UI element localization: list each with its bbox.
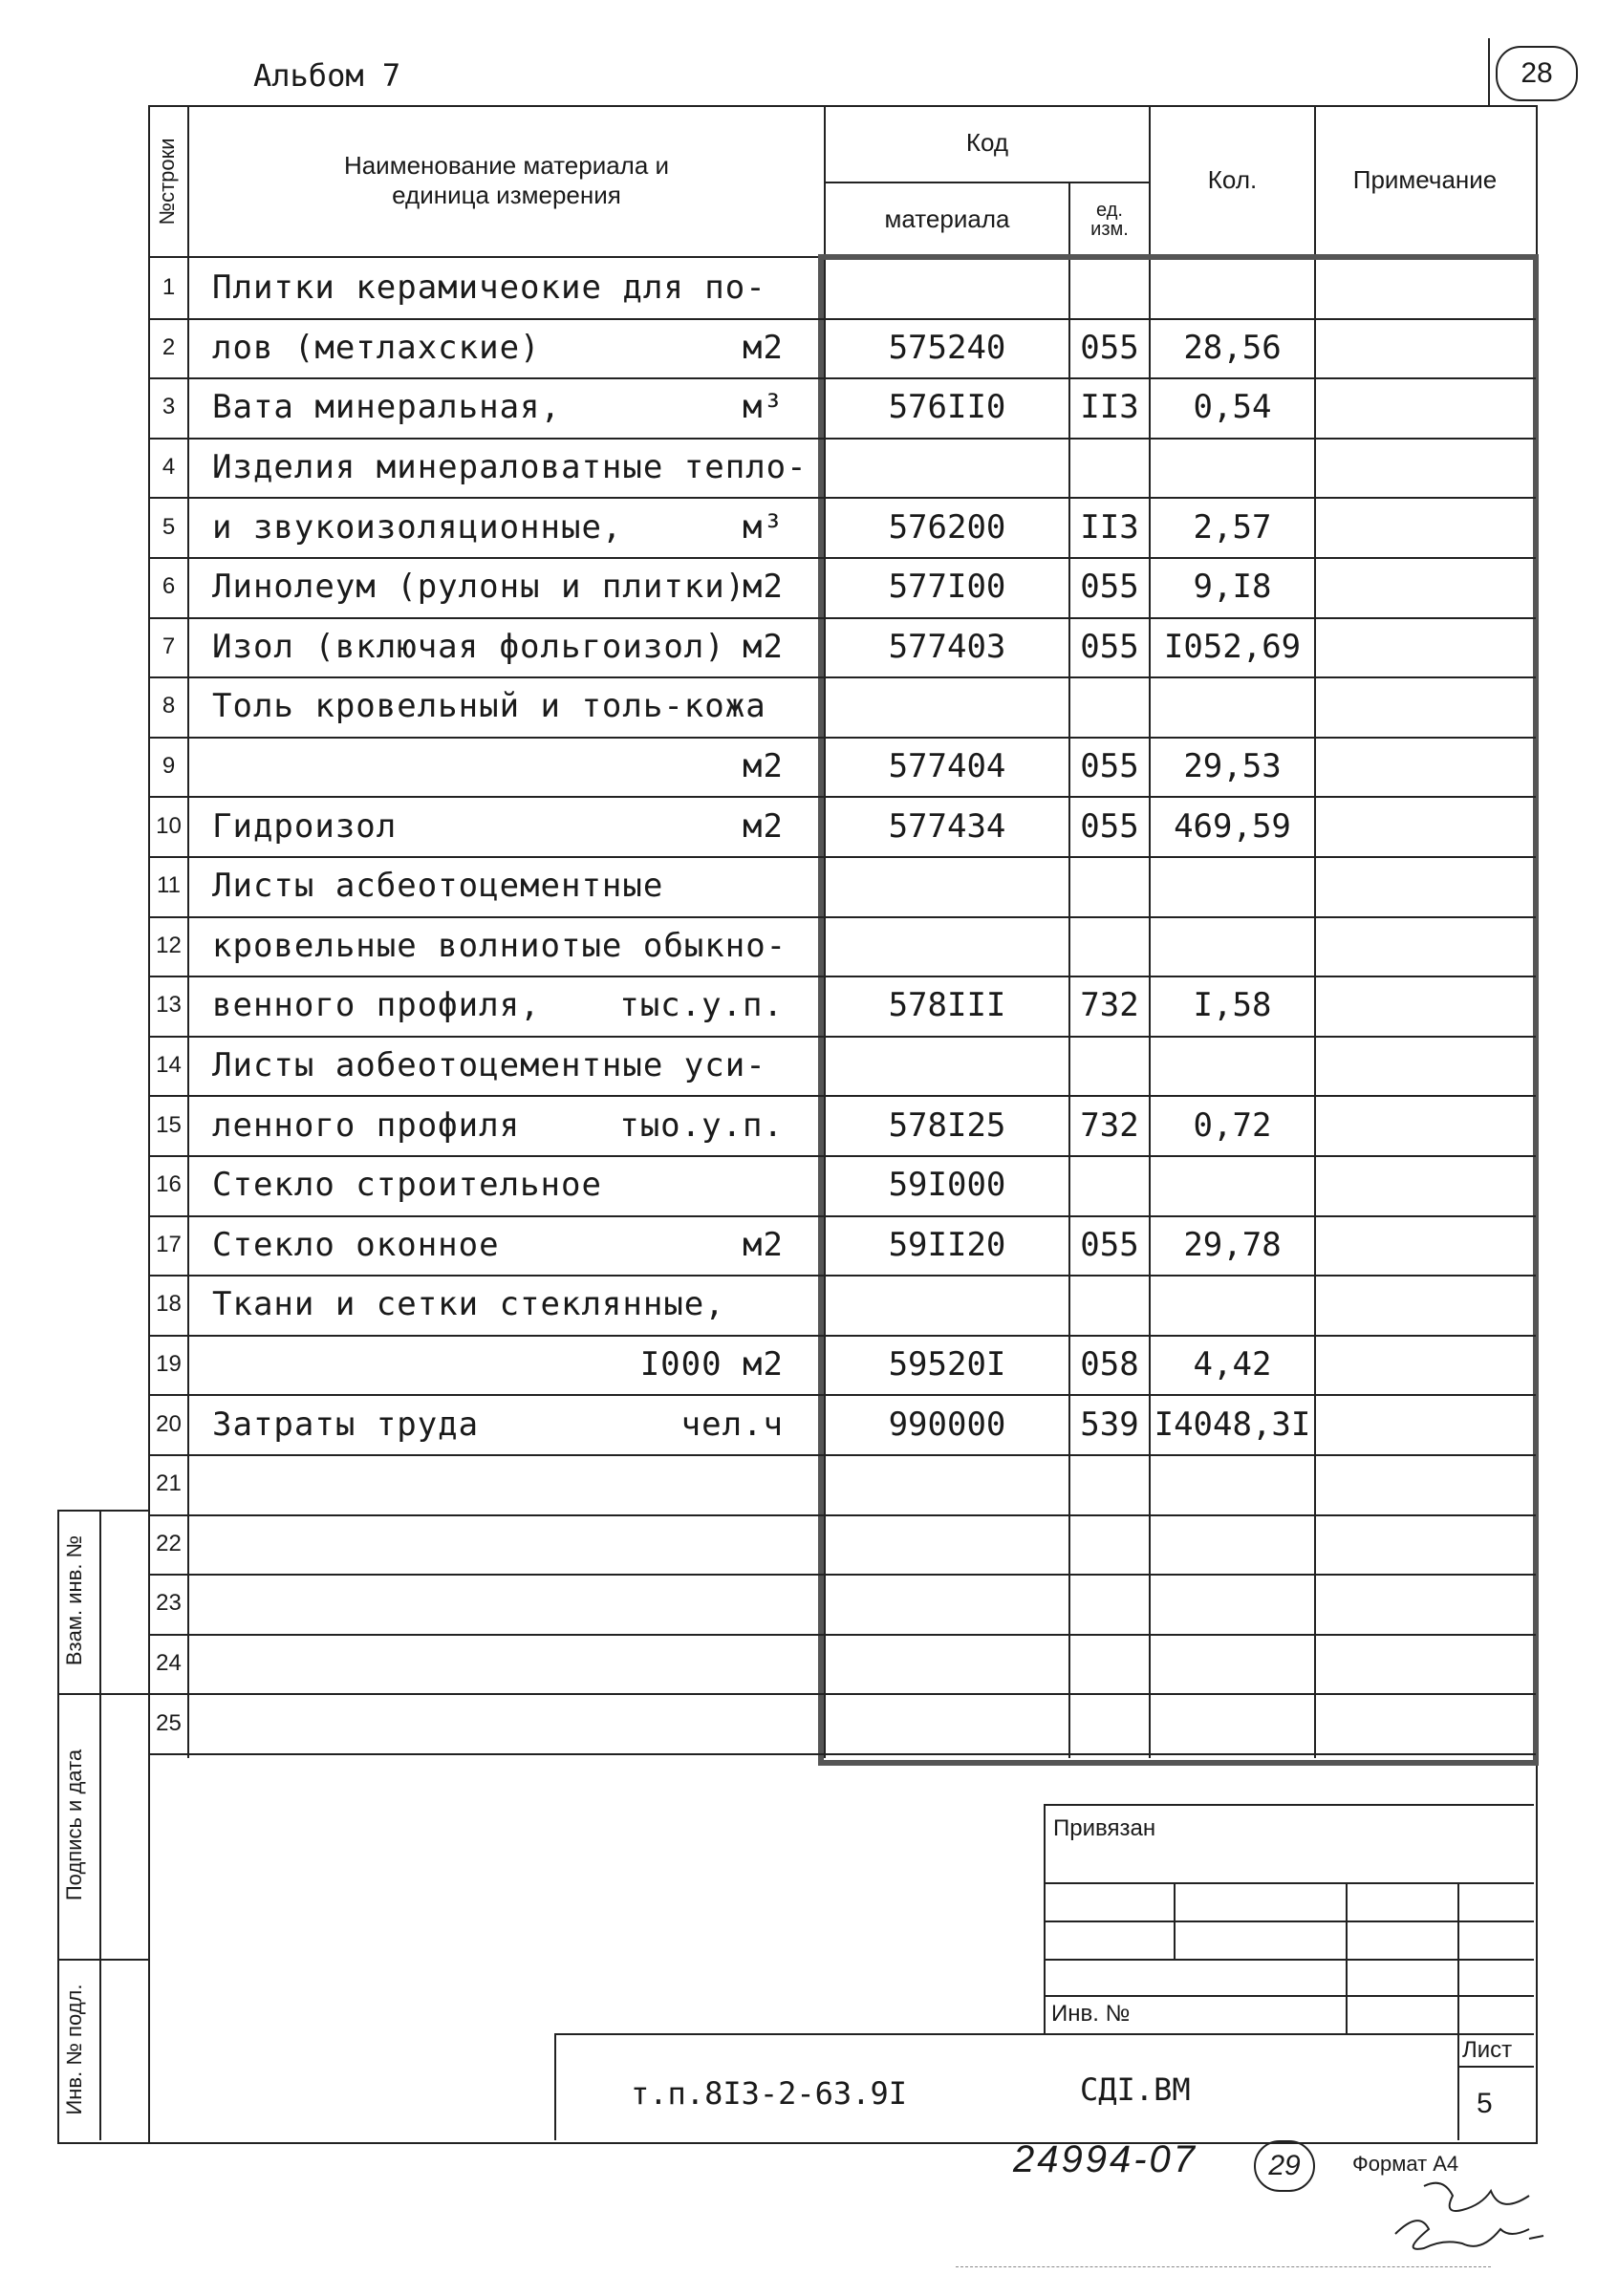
row-number: 9 bbox=[162, 753, 176, 780]
row-unit bbox=[602, 676, 784, 737]
row-number: 5 bbox=[162, 513, 176, 540]
row-name: лов (метлахские) bbox=[212, 328, 541, 367]
row-qty: I,58 bbox=[1193, 986, 1272, 1025]
row-qty bbox=[1151, 1514, 1314, 1575]
row-name: Листы аобеотоцементные уси- bbox=[212, 1046, 766, 1085]
row-number: 19 bbox=[156, 1351, 182, 1378]
row-qty bbox=[1151, 1454, 1314, 1514]
row-unit-code bbox=[1070, 1275, 1149, 1335]
circle-number: 29 bbox=[1254, 2140, 1315, 2192]
row-name: Стекло оконное bbox=[212, 1225, 500, 1264]
row-unit-code: 055 bbox=[1080, 806, 1139, 846]
row-unit bbox=[602, 1275, 784, 1335]
row-material-code bbox=[826, 1454, 1068, 1514]
row-number: 24 bbox=[156, 1650, 182, 1677]
header-material: материала bbox=[884, 204, 1010, 234]
doc-code: т.п.8I3-2-63.9I bbox=[631, 2075, 907, 2112]
row-unit-code bbox=[1070, 1036, 1149, 1096]
row-unit-code bbox=[1070, 856, 1149, 916]
row-unit-code: 055 bbox=[1080, 328, 1139, 367]
row-qty bbox=[1151, 1634, 1314, 1694]
header-code: Код bbox=[965, 128, 1009, 158]
row-qty: 2,57 bbox=[1193, 507, 1272, 547]
row-unit-code: 732 bbox=[1080, 1105, 1139, 1145]
row-material-code bbox=[826, 258, 1068, 318]
row-unit-code: 732 bbox=[1080, 986, 1139, 1025]
row-material-code: 577I00 bbox=[888, 568, 1006, 607]
row-number: 16 bbox=[156, 1171, 182, 1198]
row-unit bbox=[602, 856, 784, 916]
row-number: 17 bbox=[156, 1231, 182, 1257]
privyazan-label: Привязан bbox=[1053, 1815, 1156, 1841]
row-qty bbox=[1151, 916, 1314, 976]
row-qty bbox=[1151, 676, 1314, 737]
row-qty: 0,54 bbox=[1193, 388, 1272, 427]
row-qty: I052,69 bbox=[1163, 627, 1302, 666]
row-number: 10 bbox=[156, 812, 182, 839]
row-name: венного профиля, bbox=[212, 986, 541, 1025]
row-number: 8 bbox=[162, 693, 176, 719]
row-name: кровельные волниотые обыкно- bbox=[212, 926, 787, 965]
row-material-code: 577403 bbox=[888, 627, 1006, 666]
row-qty bbox=[1151, 1693, 1314, 1753]
row-unit bbox=[602, 438, 784, 498]
row-number: 4 bbox=[162, 454, 176, 481]
row-qty bbox=[1151, 1275, 1314, 1335]
row-qty: 0,72 bbox=[1193, 1105, 1272, 1145]
row-unit-code: 055 bbox=[1080, 747, 1139, 786]
row-unit: тыс.у.п. bbox=[619, 986, 784, 1025]
row-material-code: 59II20 bbox=[888, 1225, 1006, 1264]
row-name: ленного профиля bbox=[212, 1105, 521, 1145]
row-material-code: 576200 bbox=[888, 507, 1006, 547]
row-unit-code bbox=[1070, 1155, 1149, 1215]
row-qty bbox=[1151, 1574, 1314, 1634]
row-unit bbox=[602, 1634, 784, 1694]
row-qty: 9,I8 bbox=[1193, 568, 1272, 607]
row-number: 3 bbox=[162, 394, 176, 420]
row-number: 21 bbox=[156, 1470, 182, 1497]
row-qty bbox=[1151, 438, 1314, 498]
row-unit: м³ bbox=[743, 388, 784, 427]
inv-no-label: Инв. № bbox=[1051, 2001, 1131, 2027]
row-name: Толь кровельный и толь-кожа bbox=[212, 687, 766, 726]
row-unit-code: 055 bbox=[1080, 1225, 1139, 1264]
row-unit-code: 058 bbox=[1080, 1345, 1139, 1384]
row-number: 13 bbox=[156, 992, 182, 1019]
row-number: 7 bbox=[162, 633, 176, 659]
row-material-code: 577404 bbox=[888, 747, 1006, 786]
row-qty: 29,53 bbox=[1183, 747, 1282, 786]
row-material-code bbox=[826, 916, 1068, 976]
row-unit-code: 055 bbox=[1080, 627, 1139, 666]
row-qty bbox=[1151, 1036, 1314, 1096]
row-number: 15 bbox=[156, 1111, 182, 1138]
row-qty: 469,59 bbox=[1174, 806, 1291, 846]
row-unit-code bbox=[1070, 916, 1149, 976]
row-unit-code: 539 bbox=[1080, 1405, 1139, 1444]
row-material-code: 575240 bbox=[888, 328, 1006, 367]
side-podpis: Подпись и дата bbox=[62, 1749, 86, 1901]
header-name: Наименование материала и единица измерения bbox=[343, 150, 670, 209]
row-unit-code bbox=[1070, 1514, 1149, 1575]
row-number: 18 bbox=[156, 1291, 182, 1318]
row-divider bbox=[148, 1753, 1536, 1755]
row-name: и звукоизоляционные, bbox=[212, 507, 623, 547]
row-number: 1 bbox=[162, 274, 176, 301]
row-unit: м2 bbox=[743, 328, 784, 367]
row-unit-code: II3 bbox=[1080, 388, 1139, 427]
row-number: 25 bbox=[156, 1709, 182, 1736]
row-name: Плитки керамичеокие для по- bbox=[212, 268, 766, 308]
archive-number: 24994-07 bbox=[1013, 2138, 1198, 2180]
row-name: Ткани и сетки стеклянные, bbox=[212, 1285, 725, 1324]
row-number: 22 bbox=[156, 1530, 182, 1556]
row-number: 20 bbox=[156, 1410, 182, 1437]
row-number: 2 bbox=[162, 333, 176, 360]
header-note: Примечание bbox=[1352, 165, 1498, 195]
side-vzam: Взам. инв. № bbox=[62, 1534, 86, 1666]
row-material-code: 576II0 bbox=[888, 388, 1006, 427]
row-unit: м2 bbox=[743, 627, 784, 666]
row-qty: 28,56 bbox=[1183, 328, 1282, 367]
row-material-code bbox=[826, 676, 1068, 737]
row-number: 6 bbox=[162, 573, 176, 600]
row-unit: м2 bbox=[743, 806, 784, 846]
header-unit-code: ед. изм. bbox=[1090, 200, 1129, 240]
side-inv: Инв. № подл. bbox=[62, 1984, 86, 2115]
row-qty bbox=[1151, 856, 1314, 916]
row-qty: 29,78 bbox=[1183, 1225, 1282, 1264]
row-number: 11 bbox=[157, 872, 181, 899]
row-unit-code bbox=[1070, 258, 1149, 318]
row-unit-code bbox=[1070, 1574, 1149, 1634]
row-qty bbox=[1151, 258, 1314, 318]
list-number: 5 bbox=[1477, 2088, 1493, 2119]
header-qty: Кол. bbox=[1207, 165, 1258, 195]
row-unit: I000 м2 bbox=[639, 1345, 784, 1384]
signature-icon bbox=[1386, 2167, 1558, 2277]
row-material-code: 59I000 bbox=[888, 1166, 1006, 1205]
row-number: 14 bbox=[156, 1052, 182, 1079]
header-row-no: №строки bbox=[155, 138, 179, 225]
row-material-code: 578I25 bbox=[888, 1105, 1006, 1145]
row-unit-code bbox=[1070, 676, 1149, 737]
row-unit bbox=[602, 916, 784, 976]
row-unit: м2 bbox=[743, 1225, 784, 1264]
row-material-code bbox=[826, 1036, 1068, 1096]
row-qty: 4,42 bbox=[1193, 1345, 1272, 1384]
row-unit bbox=[602, 1574, 784, 1634]
row-unit bbox=[602, 1514, 784, 1575]
row-material-code bbox=[826, 1574, 1068, 1634]
page-mark: 28 bbox=[1496, 46, 1578, 101]
row-unit bbox=[602, 1036, 784, 1096]
row-unit bbox=[602, 258, 784, 318]
row-material-code bbox=[826, 1514, 1068, 1575]
row-material-code: 990000 bbox=[888, 1405, 1006, 1444]
row-name: Изол (включая фольгоизол) bbox=[212, 627, 725, 666]
row-name: Гидроизол bbox=[212, 806, 398, 846]
row-material-code: 578III bbox=[888, 986, 1006, 1025]
row-unit-code bbox=[1070, 1693, 1149, 1753]
row-unit: м2 bbox=[743, 747, 784, 786]
album-label: Альбом 7 bbox=[253, 57, 401, 94]
row-name: Вата минеральная, bbox=[212, 388, 561, 427]
row-unit-code: 055 bbox=[1080, 568, 1139, 607]
row-material-code: 577434 bbox=[888, 806, 1006, 846]
row-qty: I4048,3I bbox=[1154, 1405, 1311, 1444]
row-material-code bbox=[826, 1275, 1068, 1335]
row-unit-code bbox=[1070, 1634, 1149, 1694]
row-name: Листы асбеотоцементные bbox=[212, 867, 664, 906]
row-qty bbox=[1151, 1155, 1314, 1215]
doc-mark: СДI.ВМ bbox=[1080, 2071, 1191, 2108]
list-label: Лист bbox=[1462, 2037, 1513, 2063]
format-label: Формат А4 bbox=[1352, 2152, 1459, 2176]
row-name: Изделия минераловатные тепло- bbox=[212, 448, 808, 487]
row-unit: чел.ч bbox=[680, 1405, 784, 1444]
row-unit-code: II3 bbox=[1080, 507, 1139, 547]
row-unit-code bbox=[1070, 438, 1149, 498]
row-unit bbox=[602, 1454, 784, 1514]
row-unit bbox=[602, 1693, 784, 1753]
row-unit-code bbox=[1070, 1454, 1149, 1514]
row-unit: м2 bbox=[743, 568, 784, 607]
row-material-code: 59520I bbox=[888, 1345, 1006, 1384]
row-material-code bbox=[826, 1634, 1068, 1694]
row-unit: тыо.у.п. bbox=[619, 1105, 784, 1145]
row-name: Стекло строительное bbox=[212, 1166, 602, 1205]
row-unit: м³ bbox=[743, 507, 784, 547]
row-name: Затраты труда bbox=[212, 1405, 480, 1444]
row-material-code bbox=[826, 1693, 1068, 1753]
row-number: 12 bbox=[156, 932, 182, 958]
row-unit bbox=[602, 1155, 784, 1215]
row-material-code bbox=[826, 856, 1068, 916]
row-name: Линолеум (рулоны и плитки) bbox=[212, 568, 746, 607]
row-number: 23 bbox=[156, 1590, 182, 1617]
row-material-code bbox=[826, 438, 1068, 498]
